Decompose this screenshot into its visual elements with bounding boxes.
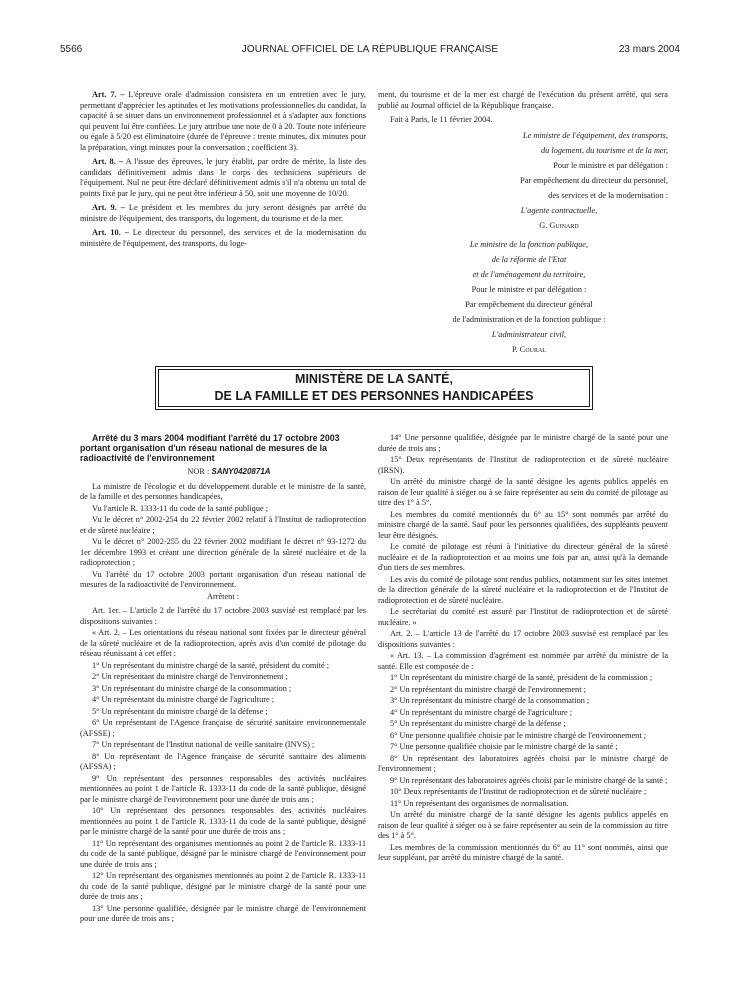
- list-item: 8° Un représentant de l'Agence française de sécurité sanitaire des aliments (AFSSA) ;: [80, 751, 366, 771]
- paragraph: Un arrêté du ministre chargé de la santé désigne les agents publics appelés en raison de leur qualité à siéger ou à se faire représenter au sein de la commission au titre des 1° à 5°.: [378, 810, 668, 840]
- list-item: 10° Un représentant des personnes responsables des activités nucléaires mentionnées au point 1 de l'article R. 1333-11 du code de la santé publique, désigné par le ministre chargé de la santé pour une durée de trois ans ;: [80, 806, 366, 836]
- list-item: 1° Un représentant du ministre chargé de la santé, président de la commission ;: [390, 673, 653, 682]
- paragraph: Les membres du comité mentionnés du 6° au 15° sont nommés par arrêté du ministre chargé de la santé. Sauf pour les personnes qualifiées, des suppléants peuvent leur être désignés.: [378, 509, 668, 540]
- list-item: 3° Un représentant du ministre chargé de la consommation ;: [92, 683, 292, 693]
- paragraph: Le secrétariat du comité est assuré par l'Institut de radioprotection et de sûreté nucléaire. »: [378, 607, 668, 627]
- list-item: 8° Un représentant des laboratoires agréés choisi par le ministre chargé de l'environnement ;: [378, 753, 668, 773]
- list-item: 6° Un représentant de l'Agence française de sécurité sanitaire environnementale (AFSSE) ;: [80, 718, 366, 738]
- paragraph: Les avis du comité de pilotage sont rendus publics, notamment sur les sites internet de la direction générale de la sûreté nucléaire et la radioprotection et de l'Institut de radioprotection et de sûreté nucléaire.: [378, 574, 668, 605]
- signature-line: du logement, du tourisme et de la mer,: [541, 145, 668, 155]
- list-item: 4° Un représentant du ministre chargé de l'agriculture ;: [92, 695, 275, 704]
- nor-reference: NOR : SANY0420871A: [187, 467, 271, 476]
- article-7: Art. 7. – L'épreuve orale d'admission consistera en un entretien avec le jury, permettant d'apprécier les aptitudes et les motivations professionnelles du candidat, la capacité à se situer dans un environnement professionnel et à s'adapter aux fonctions qui peuvent lui être confiées. Le jury attribue une note de 0 à 20. Toute note inférieure ou égale à 5/20 est éliminatoire (durée de l'épreuve : trente minutes, dix minutes pour la préparation, vingt minutes pour la conversation ; coefficient 3).: [80, 90, 367, 152]
- signature-line: L'agente contractuelle,: [520, 205, 598, 215]
- signature-line: de la réforme de l'Etat: [491, 254, 567, 264]
- signature-line: Par empêchement du directeur du personnel,: [520, 175, 668, 185]
- signature-block-1: [378, 130, 668, 231]
- top-left-column: [80, 90, 366, 253]
- signature-line: Par empêchement du directeur général: [465, 299, 593, 309]
- signature-line: Le ministre de la fonction publique,: [469, 239, 589, 249]
- paragraph: Un arrêté du ministre chargé de la santé désigne les agents publics appelés en raison de leur qualité à siéger ou à se faire représenter au sein du comité de pilotage au titre des 1° à 5°.: [378, 477, 668, 507]
- list-item: 2° Un représentant du ministre chargé de l'environnement ;: [92, 672, 288, 681]
- top-right-column: [378, 90, 668, 359]
- signatory-name: P. Coural: [511, 344, 547, 354]
- list-item: 6° Une personne qualifiée choisie par le ministre chargé de l'environnement ;: [390, 730, 647, 740]
- paragraph: Les membres de la commission mentionnés du 6° au 11° sont nommés, ainsi que leur suppléant, par arrêté du ministre chargé de la santé.: [378, 842, 668, 862]
- list-item: 13° Une personne qualifiée, désignée par le ministre chargé de l'environnement pour une durée de trois ans ;: [80, 903, 366, 923]
- page-number: 5566: [60, 44, 83, 55]
- signatory-name: G. Guinard: [539, 220, 579, 230]
- list-item: 14° Une personne qualifiée, désignée par le ministre chargé de la santé pour une durée de trois ans ;: [378, 433, 668, 453]
- signature-line: Pour le ministre et par délégation :: [471, 284, 587, 294]
- list-item: 12° Un représentant des organismes mentionnés au point 2 de l'article R. 1333-11 du code de la santé publique, désigné par le ministre chargé de la santé pour une durée de trois ans ;: [80, 871, 366, 901]
- article-1: Art. 1er. – L'article 2 de l'arrêté du 17 octobre 2003 susvisé est remplacé par les dispositions suivantes :: [80, 606, 366, 626]
- article-8: Art. 8. – A l'issue des épreuves, le jury établit, par ordre de mérite, la liste des candidats définitivement admis dans le corps des techniciens supérieurs de l'équipement. Nul ne peut être déclaré définitivement admis s'il n'a obtenu un total de points fixé par le jury, qui ne peut être inférieur à 50, soit une moyenne de 10/20.: [80, 157, 366, 198]
- ministry-banner: [155, 366, 593, 410]
- list-item: 1° Un représentant du ministre chargé de la santé, président du comité ;: [92, 660, 330, 670]
- signature-line: de l'administration et de la fonction publique :: [452, 314, 606, 324]
- list-item: 15° Deux représentants de l'Institut de radioprotection et de sûreté nucléaire (IRSN).: [378, 455, 668, 475]
- ministry-title-line-1: MINISTÈRE DE LA SANTÉ,: [295, 372, 453, 386]
- list-item: 4° Un représentant du ministre chargé de l'agriculture ;: [390, 707, 573, 717]
- journal-title: JOURNAL OFFICIEL DE LA RÉPUBLIQUE FRANÇAISE: [241, 44, 499, 55]
- signature-line: Pour le ministre et par délégation :: [553, 160, 668, 170]
- issue-date: 23 mars 2004: [618, 44, 680, 55]
- signature-line: des services et de la modernisation :: [548, 190, 668, 200]
- signature-line: L'administrateur civil,: [491, 329, 567, 339]
- arrete-right-column: [378, 433, 668, 865]
- list-item: 9° Un représentant des laboratoires agréés choisi par le ministre chargé de la santé ;: [390, 775, 668, 785]
- list-item: 5° Un représentant du ministre chargé de la défense ;: [390, 719, 566, 728]
- list-item: 5° Un représentant du ministre chargé de la défense ;: [92, 706, 268, 716]
- done-at: Fait à Paris, le 11 février 2004.: [390, 115, 493, 124]
- paragraph: Le comité de pilotage est réuni à l'initiative du directeur général de la sûreté nucléaire et de la radioprotection et au moins une fois par an, ainsi qu'à la demande d'un tiers de ses membres.: [378, 542, 668, 572]
- paragraph: Vu l'arrêté du 17 octobre 2003 portant organisation d'un réseau national de mesures de la radioactivité de l'environnement.: [80, 569, 366, 589]
- ministry-title-line-2: DE LA FAMILLE ET DES PERSONNES HANDICAPÉES: [214, 389, 534, 403]
- arretent: Arrêtent :: [206, 591, 240, 601]
- list-item: 9° Un représentant des personnes responsables des activités nucléaires mentionnées au point 1 de l'article R. 1333-11 du code de la santé publique, désigné par le ministre chargé de l'environnement pour une durée de trois ans ;: [80, 773, 366, 804]
- article-10-continuation: ment, du tourisme et de la mer est chargé de l'exécution du présent arrêté, qui sera publié au Journal officiel de la République française.: [378, 90, 668, 110]
- list-item: 11° Un représentant des organismes de normalisation.: [390, 798, 569, 808]
- arrete-left-column: [80, 433, 366, 926]
- list-item: 2° Un représentant du ministre chargé de l'environnement ;: [390, 684, 586, 694]
- signature-line: Le ministre de l'équipement, des transports,: [522, 130, 668, 140]
- list-item: 11° Un représentant des organismes mentionnés au point 2 de l'article R. 1333-11 du code de la santé publique, désigné par le ministre chargé de l'environnement pour une durée de trois ans ;: [80, 838, 366, 869]
- article-10: Art. 10. – Le directeur du personnel, des services et de la modernisation du ministère de l'équipement, des transports, du loge-: [80, 228, 366, 248]
- paragraph: « Art. 2. – Les orientations du réseau national sont fixées par le directeur général de la sûreté nucléaire et de la radioprotection, après avis d'un comité de pilotage du réseau réunissant à cet effet :: [80, 628, 366, 658]
- list-item: 7° Un représentant de l'Institut national de veille sanitaire (INVS) ;: [92, 740, 315, 749]
- paragraph: Vu l'article R. 1333-11 du code de la santé publique ;: [92, 503, 269, 513]
- arrete-title: Arrêté du 3 mars 2004 modifiant l'arrêté du 17 octobre 2003 portant organisation d'un réseau national de mesures de la radioactivité de l'environnement: [80, 433, 340, 463]
- article-2: Art. 2. – L'article 13 de l'arrêté du 17 octobre 2003 susvisé est remplacé par les dispositions suivantes :: [378, 629, 668, 649]
- page-header: [60, 44, 680, 58]
- list-item: 7° Une personne qualifiée choisie par le ministre chargé de la santé ;: [390, 742, 618, 751]
- paragraph: La ministre de l'écologie et du développement durable et le ministre de la santé, de la famille et des personnes handicapées,: [80, 481, 366, 501]
- signature-line: et de l'aménagement du territoire,: [472, 269, 586, 279]
- list-item: 10° Deux représentants de l'Institut de radioprotection et de sûreté nucléaire ;: [390, 787, 647, 796]
- article-9: Art. 9. – Le président et les membres du jury seront désignés par arrêté du ministre de l'équipement, des transports, du logement, du tourisme et de la mer.: [80, 203, 366, 223]
- list-item: 3° Un représentant du ministre chargé de la consommation ;: [390, 696, 590, 705]
- paragraph: « Art. 13. – La commission d'agrément est nommée par arrêté du ministre de la santé. Elle est composée de :: [378, 651, 668, 671]
- signature-block-2: [378, 239, 668, 355]
- paragraph: Vu le décret n° 2002-255 du 22 février 2002 modifiant le décret n° 93-1272 du 1er décembre 1993 et créant une direction générale de la sûreté nucléaire et de la radioprotection ;: [80, 537, 366, 567]
- paragraph: Vu le décret n° 2002-254 du 22 février 2002 relatif à l'Institut de radioprotection et de sûreté nucléaire ;: [80, 515, 366, 535]
